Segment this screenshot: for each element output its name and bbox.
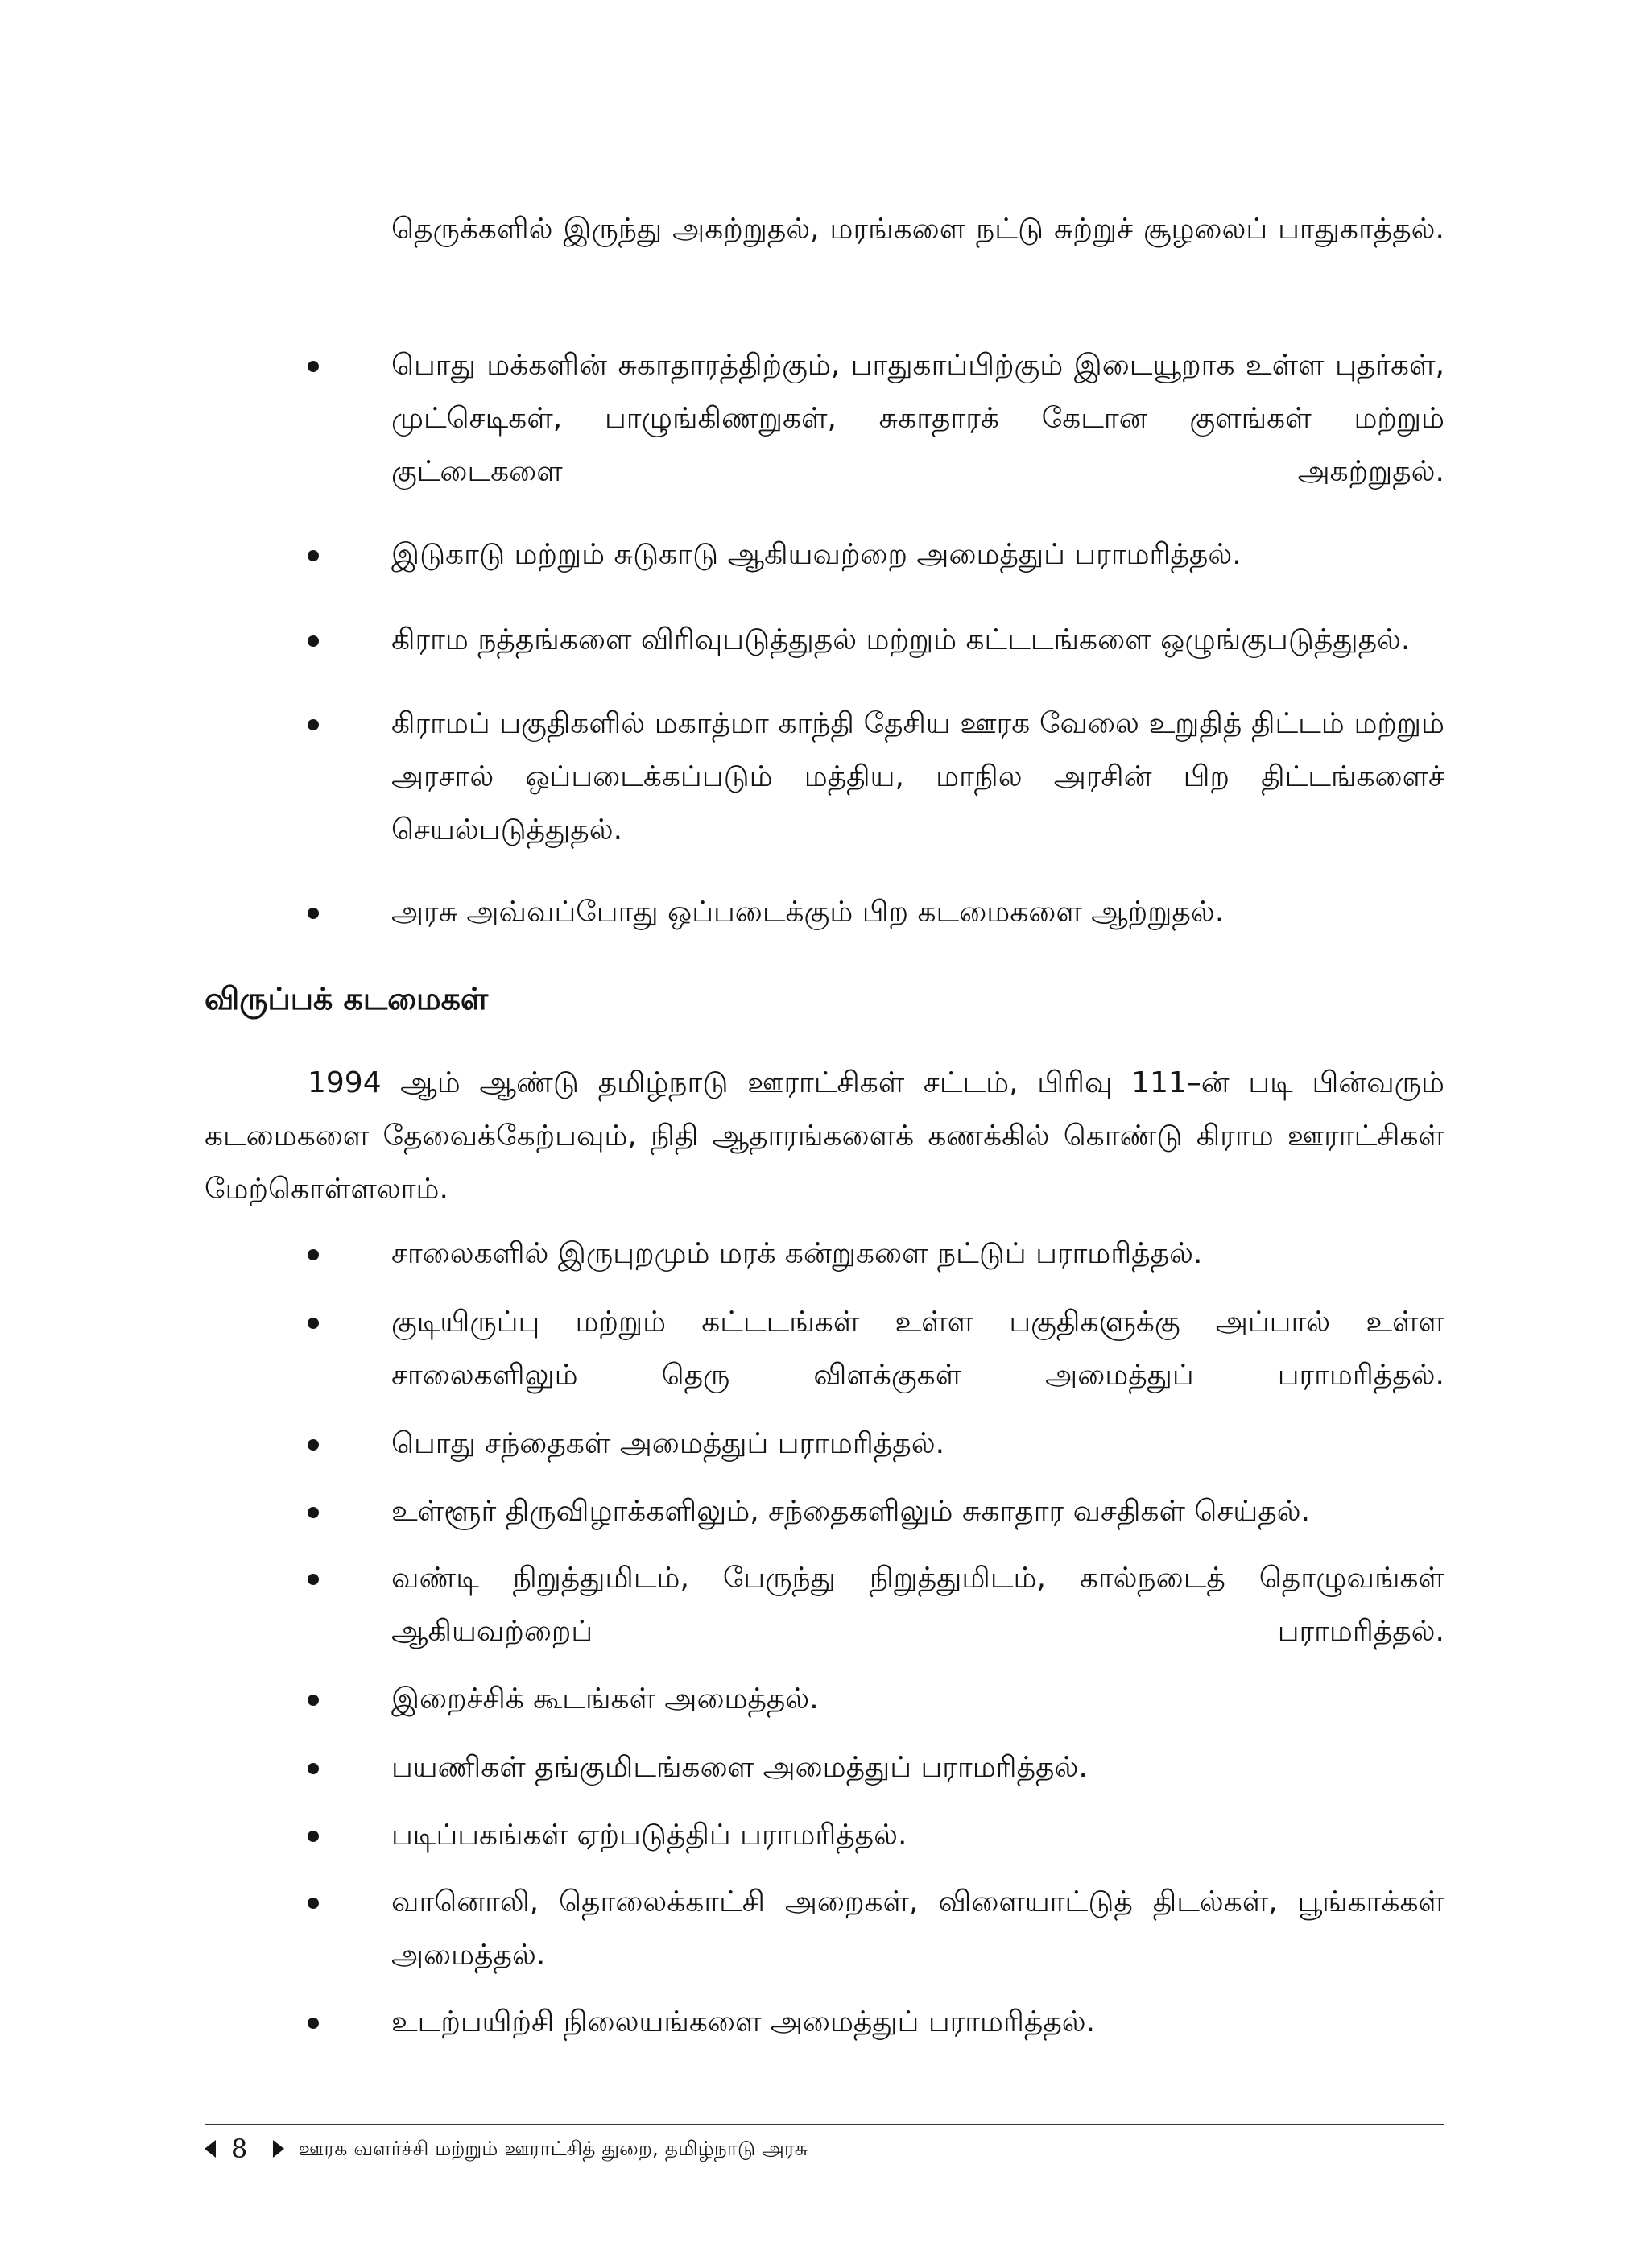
bullet-icon (308, 1695, 319, 1706)
list-item: வானொலி, தொலைக்காட்சி அறைகள், விளையாட்டுத் திடல்கள், பூங்காக்கள் அமைத்தல். (391, 1885, 1444, 1972)
list-item: இறைச்சிக் கூடங்கள் அமைத்தல். (391, 1682, 819, 1715)
list-item: அரசு அவ்வப்போது ஒப்படைக்கும் பிற கடமைகளை ஆற்றுதல். (391, 896, 1225, 929)
list-item-continuation: தெருக்களில் இருந்து அகற்றுதல், மரங்களை நட்டு சுற்றுச் சூழலைப் பாதுகாத்தல். (391, 213, 1444, 246)
bullet-icon (308, 635, 319, 647)
list-item: வண்டி நிறுத்துமிடம், பேருந்து நிறுத்துமிடம், கால்நடைத் தொழுவங்கள் ஆகியவற்றைப் பராமரித்தல். (391, 1562, 1444, 1648)
list-item: குடியிருப்பு மற்றும் கட்டடங்கள் உள்ள பகுதிகளுக்கு அப்பால் உள்ள சாலைகளிலும் தெரு விளக்குகள் அமைத்துப் பராமரித்தல். (391, 1306, 1444, 1392)
section-heading: விருப்பக் கடமைகள் (205, 981, 489, 1016)
bullet-icon (308, 1574, 319, 1585)
list-item: கிராமப் பகுதிகளில் மகாத்மா காந்தி தேசிய ஊரக வேலை உறுதித் திட்டம் மற்றும் அரசால் ஒப்படைக்கப்படும் மத்திய, மாநில அரசின் பிற திட்டங்களைச் செயல்படுத்துதல். (391, 707, 1444, 846)
bullet-icon (308, 1898, 319, 1909)
bullet-icon (308, 1318, 319, 1329)
footer-divider (205, 2124, 1444, 2125)
bullet-icon (308, 361, 319, 372)
page-number: 8 (231, 2133, 248, 2164)
footer-caption: ஊரக வளர்ச்சி மற்றும் ஊராட்சித் துறை, தமிழ்நாடு அரசு (299, 2137, 808, 2160)
triangle-left-icon (205, 2140, 216, 2158)
bullet-icon (308, 550, 319, 561)
bullet-icon (308, 1763, 319, 1774)
list-item: இடுகாடு மற்றும் சுடுகாடு ஆகியவற்றை அமைத்துப் பராமரித்தல். (391, 538, 1242, 571)
list-item: பொது சந்தைகள் அமைத்துப் பராமரித்தல். (391, 1427, 945, 1460)
intro-paragraph: 1994 ஆம் ஆண்டு தமிழ்நாடு ஊராட்சிகள் சட்டம், பிரிவு 111–ன் படி பின்வரும் கடமைகளை தேவைக்கேற்பவும், நிதி ஆதாரங்களைக் கணக்கில் கொண்டு கிராம ஊராட்சிகள் மேற்கொள்ளலாம். (205, 1066, 1444, 1206)
bullet-icon (308, 1249, 319, 1260)
bullet-icon (308, 1831, 319, 1842)
bullet-icon (308, 908, 319, 919)
bullet-icon (308, 719, 319, 730)
triangle-right-icon (273, 2140, 284, 2158)
list-item: படிப்பகங்கள் ஏற்படுத்திப் பராமரித்தல். (391, 1819, 907, 1852)
bullet-icon (308, 1439, 319, 1451)
list-item: பொது மக்களின் சுகாதாரத்திற்கும், பாதுகாப்பிற்கும் இடையூறாக உள்ள புதர்கள், முட்செடிகள், பாழுங்கிணறுகள், சுகாதாரக் கேடான குளங்கள் மற்றும் குட்டைகளை அகற்றுதல். (391, 349, 1444, 488)
bullet-icon (308, 2018, 319, 2029)
list-item: சாலைகளில் இருபுறமும் மரக் கன்றுகளை நட்டுப் பராமரித்தல். (391, 1237, 1203, 1270)
list-item: பயணிகள் தங்குமிடங்களை அமைத்துப் பராமரித்தல். (391, 1751, 1088, 1784)
list-item: உடற்பயிற்சி நிலையங்களை அமைத்துப் பராமரித்தல். (391, 2005, 1096, 2038)
bullet-icon (308, 1507, 319, 1518)
list-item: கிராம நத்தங்களை விரிவுபடுத்துதல் மற்றும் கட்டடங்களை ஒழுங்குபடுத்துதல். (391, 623, 1411, 656)
list-item: உள்ளூர் திருவிழாக்களிலும், சந்தைகளிலும் சுகாதார வசதிகள் செய்தல். (391, 1495, 1311, 1528)
